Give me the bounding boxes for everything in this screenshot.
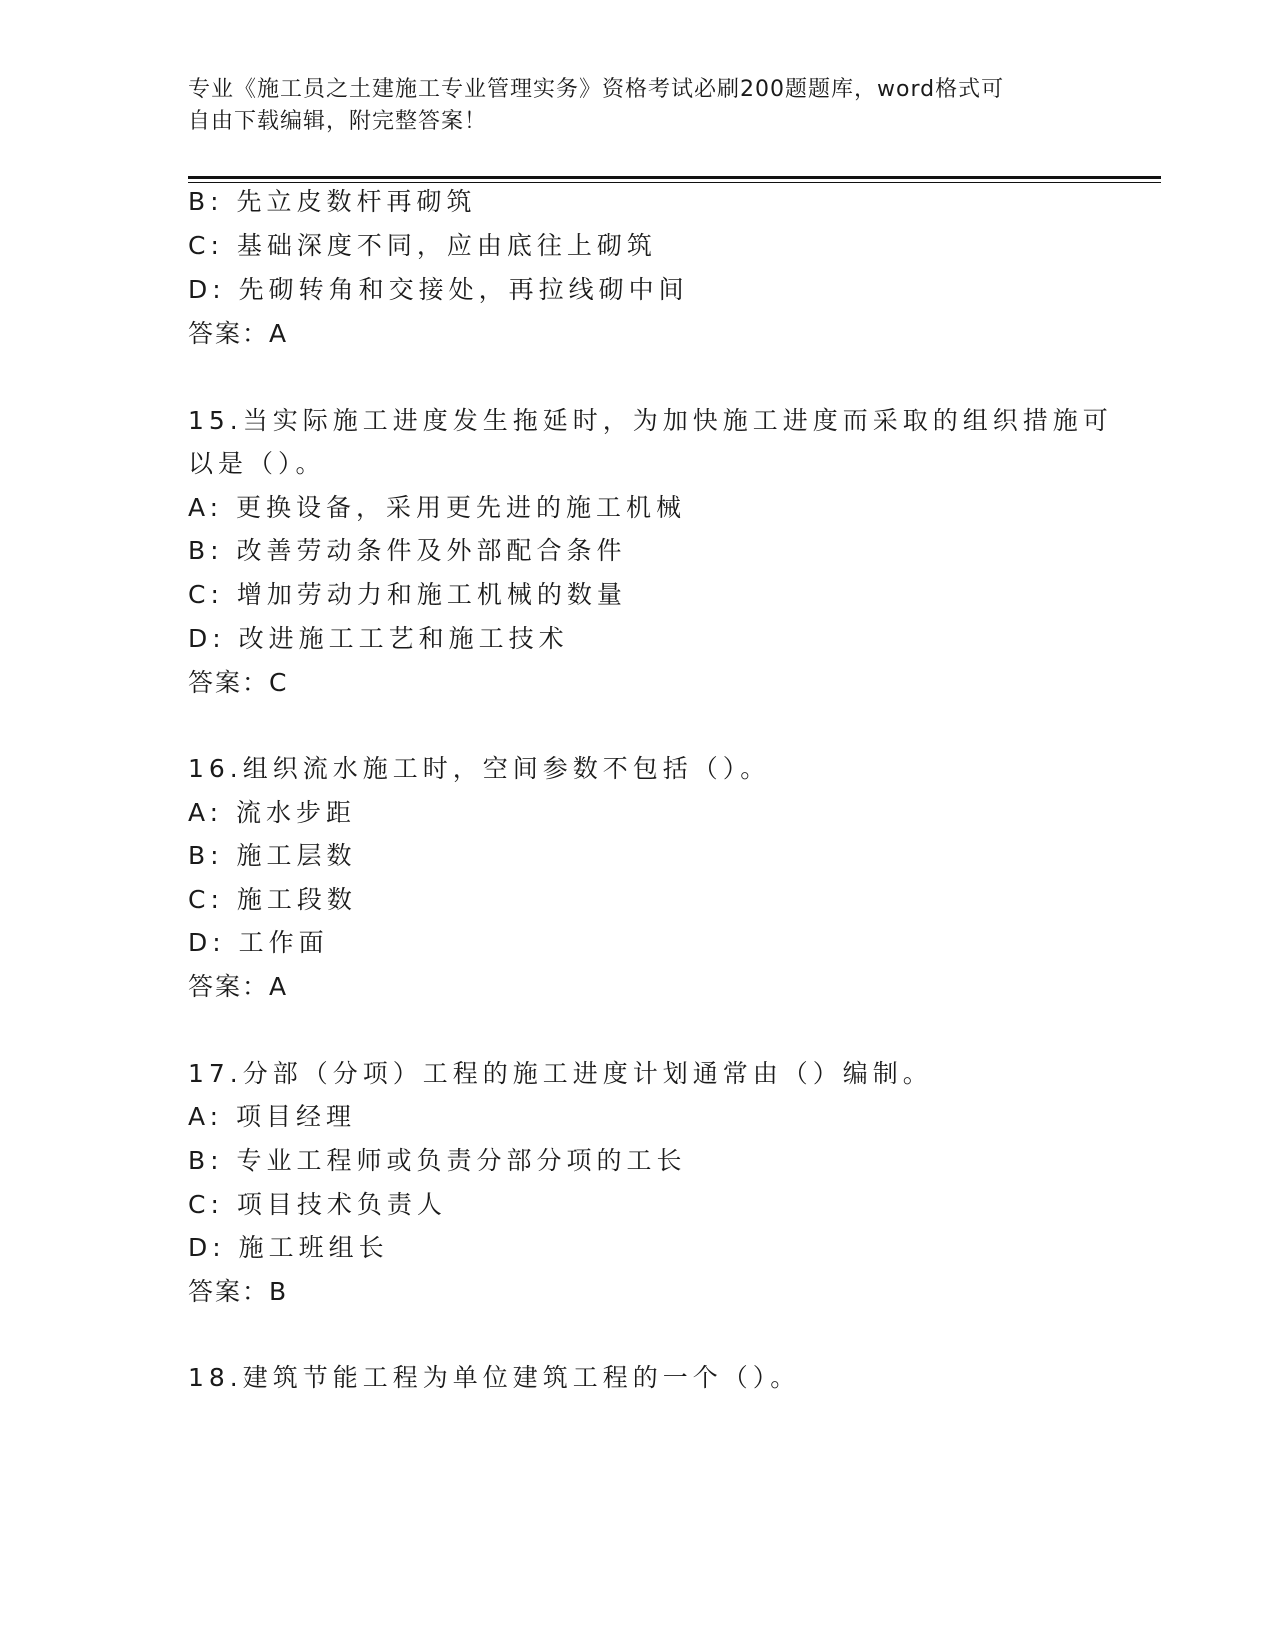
header-line-2: 自由下载编辑，附完整答案！ xyxy=(188,109,488,134)
header-rule-thin xyxy=(188,182,1161,183)
q16-option-b: B: 施工层数 xyxy=(188,841,357,870)
q18-stem: 18.建筑节能工程为单位建筑工程的一个（）。 xyxy=(188,1363,801,1392)
q16-answer: 答案：A xyxy=(188,972,289,1001)
q15-option-d: D: 改进施工工艺和施工技术 xyxy=(188,624,569,653)
q15-option-b: B: 改善劳动条件及外部配合条件 xyxy=(188,536,627,565)
q14-option-d: D: 先砌转角和交接处，再拉线砌中间 xyxy=(188,275,689,304)
q14-option-c: C: 基础深度不同，应由底往上砌筑 xyxy=(188,231,657,260)
q16-stem: 16.组织流水施工时，空间参数不包括（）。 xyxy=(188,754,771,783)
q17-option-b: B: 专业工程师或负责分部分项的工长 xyxy=(188,1146,687,1175)
header-line-1: 专业《施工员之土建施工专业管理实务》资格考试必刷200题题库，word格式可 xyxy=(188,77,1005,102)
q15-answer: 答案：C xyxy=(188,668,289,697)
document-header xyxy=(188,74,1088,138)
q16-option-c: C: 施工段数 xyxy=(188,885,357,914)
q15-option-a: A: 更换设备，采用更先进的施工机械 xyxy=(188,493,687,522)
q17-option-d: D: 施工班组长 xyxy=(188,1233,389,1262)
q15-option-c: C: 增加劳动力和施工机械的数量 xyxy=(188,580,627,609)
q16-option-a: A: 流水步距 xyxy=(188,798,357,827)
q14-option-b: B: 先立皮数杆再砌筑 xyxy=(188,187,477,216)
q15-stem-line-1: 15.当实际施工进度发生拖延时，为加快施工进度而采取的组织措施可 xyxy=(188,406,1113,435)
q15-stem-line-2: 以是（）。 xyxy=(188,449,326,478)
q14-answer: 答案：A xyxy=(188,319,289,348)
q17-answer: 答案：B xyxy=(188,1277,289,1306)
q17-stem: 17.分部（分项）工程的施工进度计划通常由（）编制。 xyxy=(188,1059,933,1088)
q16-option-d: D: 工作面 xyxy=(188,928,329,957)
header-rule-thick xyxy=(188,176,1161,179)
q17-option-c: C: 项目技术负责人 xyxy=(188,1190,447,1219)
q17-option-a: A: 项目经理 xyxy=(188,1102,357,1131)
